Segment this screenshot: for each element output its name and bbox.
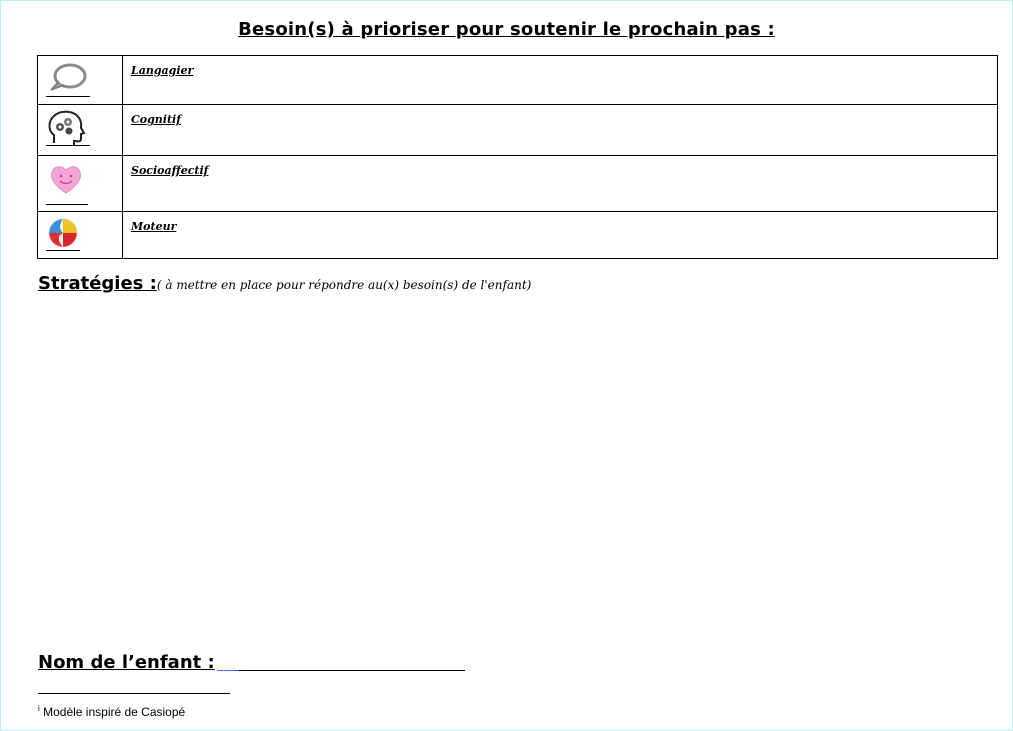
- needs-row-cognitif: [38, 105, 998, 156]
- child-name-label: Nom de l’enfant :: [38, 652, 215, 673]
- footnote: [38, 704, 185, 719]
- need-label-langagier: Langagier: [131, 64, 194, 77]
- need-label-cognitif: Cognitif: [131, 113, 181, 126]
- needs-row-socioaffectif: [38, 156, 998, 212]
- head-gears-icon: [46, 109, 90, 146]
- footnote-divider: [38, 693, 230, 694]
- need-label-moteur: Moteur: [131, 220, 177, 233]
- strategies-heading: Stratégies :: [38, 273, 157, 294]
- needs-row-moteur: [38, 212, 998, 259]
- need-label-socioaffectif: Socioaffectif: [131, 164, 209, 177]
- strategies-note: ( à mettre en place pour répondre au(x) besoin(s) de l'enfant): [156, 278, 532, 292]
- strategies-section: [38, 273, 531, 294]
- beach-ball-icon: [46, 216, 80, 251]
- heart-smiley-icon: [46, 160, 88, 205]
- speech-bubble-icon: [46, 60, 90, 97]
- page-title: Besoin(s) à prioriser pour soutenir le prochain pas :: [238, 19, 775, 40]
- child-name-input-line[interactable]: [217, 652, 465, 671]
- footnote-text: Modèle inspiré de Casiopé: [39, 705, 186, 719]
- needs-row-langagier: [38, 56, 998, 105]
- child-name-field: [38, 649, 465, 673]
- footnote-marker: i: [38, 704, 40, 713]
- needs-table: [37, 55, 998, 259]
